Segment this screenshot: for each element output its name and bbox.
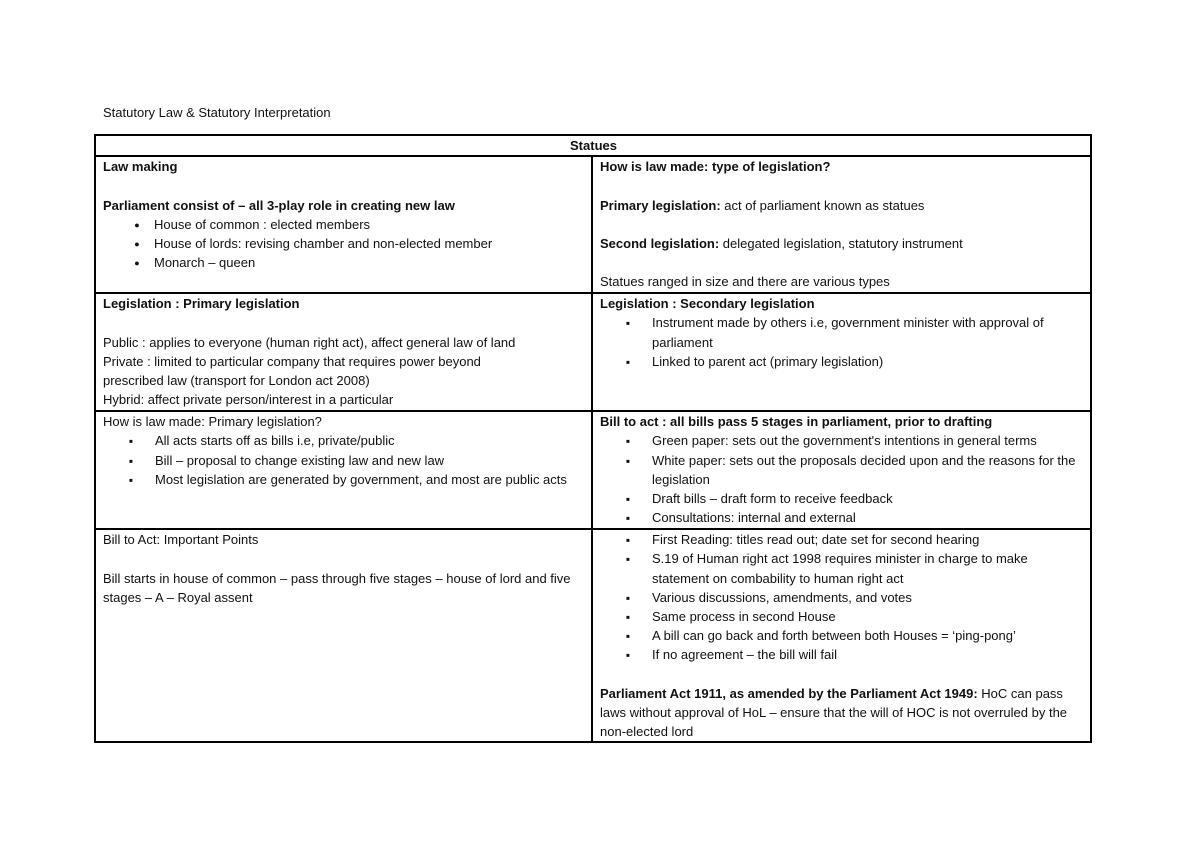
list-item: ▪ All acts starts off as bills i.e, private/public (103, 431, 585, 450)
bullet-list (103, 431, 585, 489)
list-item: ▪ S.19 of Human right act 1998 requires minister in charge to make statement on combability to human right act (600, 549, 1084, 587)
bullet-square-icon (621, 588, 635, 608)
list-item: ● House of lords: revising chamber and non-elected member (103, 234, 585, 253)
document-title: Statutory Law & Statutory Interpretation (103, 105, 331, 120)
cell-bill-to-act (592, 411, 1091, 529)
list-item: ● Monarch – queen (103, 253, 585, 272)
list-item: ▪ Consultations: internal and external (600, 508, 1084, 527)
list-item: ▪ Linked to parent act (primary legislation) (600, 352, 1084, 371)
cell-heading: Bill to act : all bills pass 5 stages in parliament, prior to drafting (600, 414, 993, 430)
bullet-square-icon (124, 451, 138, 471)
bullet-square-icon (621, 508, 635, 528)
bullet-list (103, 215, 585, 273)
bullet-list (600, 530, 1084, 664)
bullet-square-icon (621, 489, 635, 509)
bullet-square-icon (124, 470, 138, 490)
bullet-dot-icon (130, 215, 144, 236)
list-item: ▪ Draft bills – draft form to receive feedback (600, 489, 1084, 508)
cell-intro: Parliament consist of – all 3-play role in creating new law (103, 197, 455, 213)
cell-type-of-legislation (592, 156, 1091, 293)
cell-heading: How is law made: Primary legislation? (103, 414, 322, 430)
table-row (95, 156, 1091, 293)
bullet-list (600, 431, 1084, 527)
cell-paragraph: Public : applies to everyone (human right act), affect general law of land (103, 334, 516, 350)
cell-paragraph: Bill starts in house of common – pass through five stages – house of lord and five stages – A – Royal assent (103, 570, 571, 605)
bullet-square-icon (621, 313, 635, 333)
cell-primary-legislation (95, 293, 592, 411)
list-item: ▪ If no agreement – the bill will fail (600, 645, 1084, 664)
bullet-square-icon (621, 626, 635, 646)
cell-paragraph: Second legislation: delegated legislation, statutory instrument (600, 235, 963, 251)
bullet-list (600, 313, 1084, 371)
cell-paragraph: Statues ranged in size and there are various types (600, 274, 890, 290)
list-item: ▪ Same process in second House (600, 607, 1084, 626)
table-header-row (95, 135, 1091, 156)
bullet-dot-icon (130, 234, 144, 255)
bullet-square-icon (621, 530, 635, 550)
table-row (95, 293, 1091, 411)
table-row (95, 529, 1091, 742)
list-item: ▪ Various discussions, amendments, and votes (600, 588, 1084, 607)
cell-secondary-legislation (592, 293, 1091, 411)
list-item: ▪ Bill – proposal to change existing law and new law (103, 451, 585, 470)
list-item: ▪ Instrument made by others i.e, government minister with approval of parliament (600, 313, 1084, 351)
list-item: ▪ First Reading: titles read out; date set for second hearing (600, 530, 1084, 549)
cell-law-making (95, 156, 592, 293)
cell-how-law-made-primary (95, 411, 592, 529)
bullet-square-icon (621, 549, 635, 569)
bullet-square-icon (621, 645, 635, 665)
list-item: ● House of common : elected members (103, 215, 585, 234)
bullet-dot-icon (130, 253, 144, 274)
cell-paragraph: Private : limited to particular company that requires power beyond prescribed law (transport for London act 2008) (103, 353, 481, 388)
cell-reading-stages (592, 529, 1091, 742)
cell-heading: Legislation : Primary legislation (103, 296, 300, 312)
cell-paragraph: Hybrid: affect private person/interest in a particular (103, 392, 394, 408)
list-item: ▪ Most legislation are generated by government, and most are public acts (103, 470, 585, 489)
bullet-square-icon (124, 431, 138, 451)
cell-heading: How is law made: type of legislation? (600, 159, 831, 175)
list-item: ▪ White paper: sets out the proposals decided upon and the reasons for the legislation (600, 451, 1084, 489)
cell-paragraph: Primary legislation: act of parliament known as statues (600, 197, 925, 213)
bullet-square-icon (621, 607, 635, 627)
bullet-square-icon (621, 451, 635, 471)
table-row (95, 411, 1091, 529)
table-header: Statues (95, 135, 1091, 156)
bullet-square-icon (621, 431, 635, 451)
cell-heading: Legislation : Secondary legislation (600, 296, 815, 312)
statues-table (94, 134, 1092, 743)
cell-heading: Bill to Act: Important Points (103, 532, 259, 548)
cell-heading: Law making (103, 159, 178, 175)
bullet-square-icon (621, 352, 635, 372)
cell-bill-to-act-points (95, 529, 592, 742)
cell-paragraph: Parliament Act 1911, as amended by the Parliament Act 1949: HoC can pass laws without approval of HoL – ensure that the will of HOC is not overruled by the non-elected lord (600, 685, 1068, 740)
list-item: ▪ Green paper: sets out the government's intentions in general terms (600, 431, 1084, 450)
list-item: ▪ A bill can go back and forth between both Houses = ‘ping-pong’ (600, 626, 1084, 645)
